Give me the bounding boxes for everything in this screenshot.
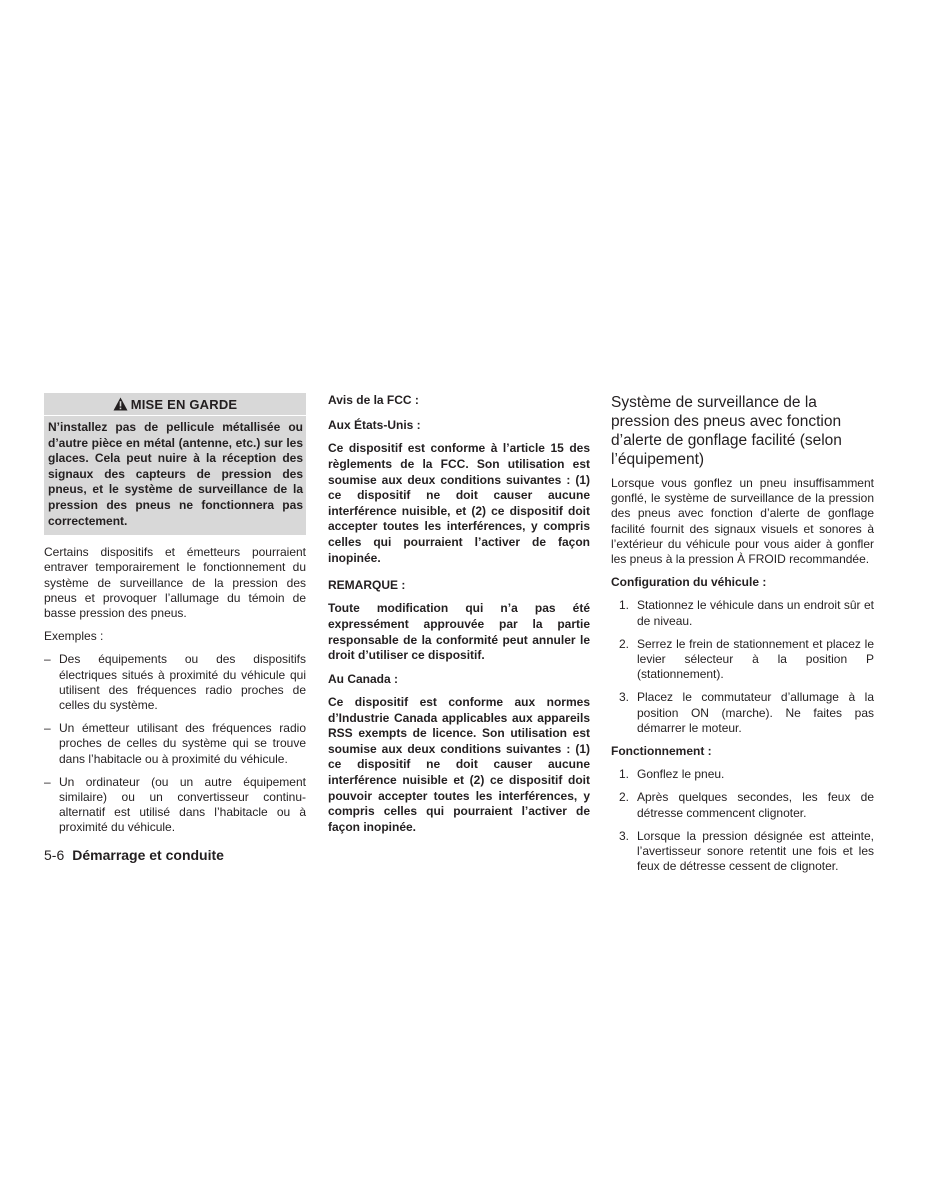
list-item xyxy=(611,829,874,875)
dash-bullet: – xyxy=(44,774,51,789)
dash-bullet: – xyxy=(44,721,51,736)
canada-heading: Au Canada : xyxy=(328,671,399,686)
examples-label: Exemples : xyxy=(44,629,104,644)
section-title: Système de surveillance de la pression des pneus avec fonction d’alerte de gonflage facilité (selon l’équipement) xyxy=(611,394,842,468)
list-item xyxy=(44,652,306,713)
us-heading: Aux États-Unis : xyxy=(328,418,421,433)
left-column xyxy=(44,393,306,836)
examples-list xyxy=(44,652,306,835)
fcc-heading: Avis de la FCC : xyxy=(328,393,419,407)
list-item xyxy=(611,637,874,683)
step-number: 1. xyxy=(619,767,630,782)
step-number: 2. xyxy=(619,636,630,651)
step-text: Placez le commutateur d’allumage à la position ON (marche). Ne faites pas démarrer le moteur. xyxy=(637,690,874,735)
tpms-intro-paragraph: Lorsque vous gonflez un pneu insuffisamment gonflé, le système de surveillance de la pression des pneus avec fonction d’alerte de gonflage facilité fournit des signaux visuels et sonores à l’extérieur du véhicule pour vous aider à gonfler les pneus à la pression À FROID recommandée. xyxy=(611,476,874,567)
config-heading: Configuration du véhicule : xyxy=(611,575,767,590)
warning-header xyxy=(44,393,306,415)
step-text: Lorsque la pression désignée est atteinte, l’avertisseur sonore retentit une fois et les feux de détresse cessent de clignoter. xyxy=(637,828,874,874)
step-number: 1. xyxy=(619,598,630,613)
note-paragraph: Toute modification qui n’a pas été expressément approuvée par la partie responsable de la conformité peut annuler le droit d’utiliser ce dispositif. xyxy=(328,601,590,663)
right-column xyxy=(611,393,874,874)
note-heading: REMARQUE : xyxy=(328,578,406,593)
list-item xyxy=(611,790,874,820)
step-text: Serrez le frein de stationnement et placez le levier sélecteur à la position P (stationnement). xyxy=(637,636,874,682)
list-item xyxy=(611,767,874,782)
page-footer xyxy=(44,846,224,864)
chapter-title: Démarrage et conduite xyxy=(72,847,224,863)
example-text: Un émetteur utilisant des fréquences radio proches de celles du système qui se trouve dans l’habitacle ou à proximité du véhicule. xyxy=(59,721,306,766)
example-text: Des équipements ou des dispositifs électriques situés à proximité du véhicule qui utilisent des fréquences radio proches de celles du système. xyxy=(59,652,306,712)
interference-paragraph: Certains dispositifs et émetteurs pourraient entraver temporairement le fonctionnement du système de surveillance de la pression des pneus et provoquer l’allumage du témoin de basse pression des pneus. xyxy=(44,545,306,620)
warning-box xyxy=(44,393,306,535)
page-number: 5-6 xyxy=(44,847,65,863)
warning-text: N’installez pas de pellicule métallisée ou d’autre pièce en métal (antenne, etc.) sur les glaces. Cela peut nuire à la réception des signaux des capteurs de pression des pneus, et le système de surveillance de la pression des pneus ne fonctionnera pas correctement. xyxy=(44,415,306,532)
step-text: Après quelques secondes, les feux de détresse commencent clignoter. xyxy=(637,790,874,820)
list-item xyxy=(44,721,306,767)
list-item xyxy=(44,775,306,836)
example-text: Un ordinateur (ou un autre équipement similaire) ou un convertisseur continu-alternatif est utilisé dans l’habitacle ou à proximité du véhicule. xyxy=(59,774,306,835)
operation-steps-list xyxy=(611,767,874,874)
config-steps-list xyxy=(611,598,874,736)
step-number: 3. xyxy=(619,690,630,705)
step-text: Gonflez le pneu. xyxy=(637,767,725,782)
step-number: 2. xyxy=(619,790,630,805)
canada-paragraph: Ce dispositif est conforme aux normes d’Industrie Canada applicables aux appareils RSS exempts de licence. Son utilisation est soumise aux deux conditions suivantes : (1) ce dispositif ne doit causer aucune interférence nuisible et (2) ce dispositif doit pouvoir accepter toutes les interférences, y compris celles qui pourraient l’activer de façon inopinée. xyxy=(328,694,590,834)
middle-column xyxy=(328,393,590,835)
list-item xyxy=(611,598,874,628)
us-paragraph: Ce dispositif est conforme à l’article 15 des règlements de la FCC. Son utilisation est soumise aux deux conditions suivantes : (1) ce dispositif ne doit causer aucune interférence nuisible, et (2) ce dispositif doit accepter toutes les interférences, y compris celles qui pourraient l’activer de façon inopinée. xyxy=(328,441,590,565)
warning-triangle-icon xyxy=(113,397,128,411)
list-item xyxy=(611,690,874,736)
dash-bullet: – xyxy=(44,652,51,667)
warning-title: MISE EN GARDE xyxy=(130,396,238,412)
step-number: 3. xyxy=(619,828,630,843)
step-text: Stationnez le véhicule dans un endroit sûr et de niveau. xyxy=(637,598,874,628)
operation-heading: Fonctionnement : xyxy=(611,744,712,759)
